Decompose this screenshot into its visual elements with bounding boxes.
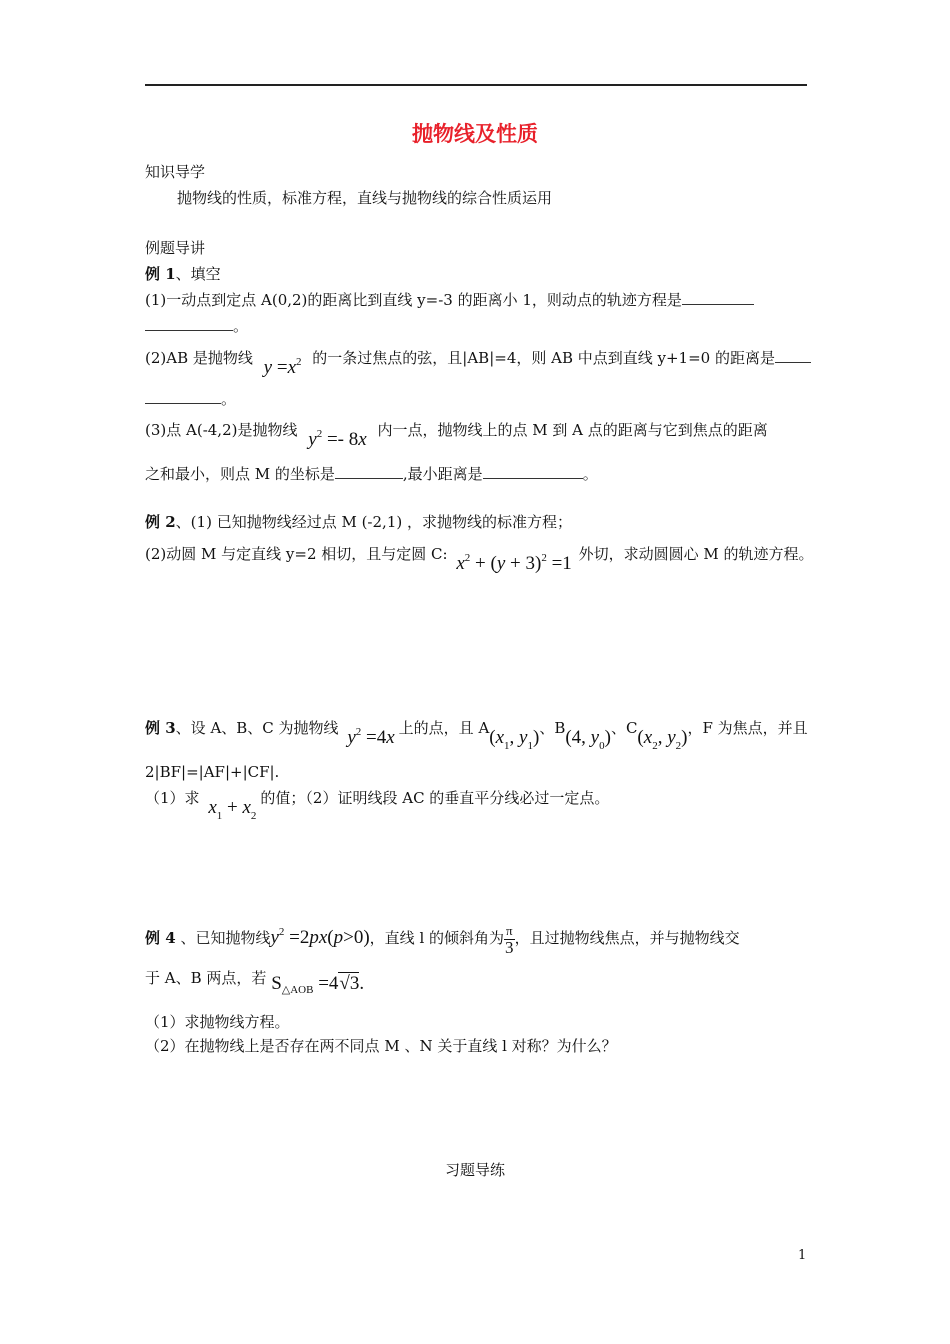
example-4-line1-post: ，且过抛物线焦点，并与抛物线交 bbox=[514, 929, 740, 947]
example-1-q1-cont bbox=[145, 316, 248, 336]
formula-point-c: ($x_2$, $y_2$) bbox=[637, 727, 688, 752]
fraction-pi-over-3 bbox=[504, 923, 515, 956]
example-1-q3-line2-b: ,最小距离是 bbox=[402, 465, 483, 483]
example-3-line3 bbox=[145, 788, 610, 822]
example-3-line1 bbox=[145, 712, 808, 752]
example-4-line2-pre: 于 A、B 两点，若 bbox=[145, 969, 267, 987]
formula-area-aob: $S_{\triangle AOB} =4√3$. bbox=[271, 973, 365, 996]
example-4-label: 例 4 bbox=[145, 929, 176, 947]
example-1-q2-pre: (2)AB 是抛物线 bbox=[145, 349, 253, 367]
formula-point-a: ($x_1$, $y_1$) bbox=[489, 727, 540, 752]
formula-parabola-2px: $y^2 =2px(p>0)$ bbox=[270, 926, 370, 948]
header-rule bbox=[145, 84, 807, 86]
example-1-q3-pre: (3)点 A(-4,2)是抛物线 bbox=[145, 421, 298, 439]
example-1-q2 bbox=[145, 342, 811, 378]
examples-heading: 例题导讲 bbox=[145, 239, 206, 257]
example-2-line2-pre: (2)动圆 M 与定直线 y=2 相切，且与定圆 C: bbox=[145, 545, 448, 563]
formula-circle: $x^2 + (y + 3)^2 =1$ bbox=[456, 552, 572, 574]
example-1-q3-line2-a: 之和最小，则点 M 的坐标是 bbox=[145, 465, 335, 483]
example-1-q1-end: 。 bbox=[233, 317, 249, 335]
example-2-label: 例 2 bbox=[145, 513, 176, 531]
example-4-line1-mid: ，直线 l 的倾斜角为 bbox=[369, 929, 505, 947]
formula-x1-plus-x2: $x_1 + x_2$ bbox=[208, 797, 257, 822]
example-1-label: 例 1 bbox=[145, 265, 176, 283]
example-3-line1-pre: 、设 A、B、C 为抛物线 bbox=[175, 719, 339, 737]
example-4-line4: （2）在抛物线上是否存在两不同点 M 、N 关于直线 l 对称？为什么？ bbox=[145, 1037, 617, 1055]
exercises-heading: 习题导练 bbox=[444, 1161, 505, 1179]
example-1-q1 bbox=[145, 290, 754, 310]
formula-y2-eq-neg8x: $y^2 =- 8x$ bbox=[308, 428, 367, 450]
example-1-q2-cont bbox=[145, 389, 236, 409]
example-1-q3-cont bbox=[145, 464, 598, 484]
page-number: 1 bbox=[798, 1248, 807, 1263]
example-1-q3-end: 。 bbox=[582, 465, 598, 483]
answer-blank bbox=[145, 316, 233, 331]
answer-blank bbox=[483, 464, 583, 479]
fraction-numerator: π bbox=[506, 922, 513, 938]
example-4-line1 bbox=[145, 920, 740, 956]
example-2-line2-post: 外切，求动圆圆心 M 的轨迹方程。 bbox=[578, 545, 814, 563]
example-1-q2-post: 的一条过焦点的弦，且|AB|=4，则 AB 中点到直线 y+1=0 的距离是 bbox=[312, 349, 775, 367]
example-1-q1-text: (1)一动点到定点 A(0,2)的距离比到直线 y=-3 的距离小 1，则动点的轨迹方程是 bbox=[145, 291, 682, 309]
example-3-line1-post: ，F 为焦点，并且 bbox=[687, 719, 808, 737]
formula-point-b: (4, $y_0$) bbox=[565, 727, 611, 752]
example-3-line3-post: 的值；（2）证明线段 AC 的垂直平分线必过一定点。 bbox=[260, 789, 610, 807]
answer-blank bbox=[145, 389, 221, 404]
answer-blank bbox=[335, 464, 403, 479]
formula-y2-eq-4x: $y^2 =4x$ bbox=[347, 726, 395, 748]
fraction-denominator: 3 bbox=[505, 937, 514, 957]
example-1-heading bbox=[145, 264, 221, 284]
example-2-line1 bbox=[145, 512, 572, 532]
example-1-q2-end: 。 bbox=[221, 390, 237, 408]
example-1-title: 、填空 bbox=[175, 265, 221, 283]
formula-y-eq-x2: $y =x^2$ bbox=[263, 356, 302, 378]
page-title: 抛物线及性质 bbox=[412, 122, 538, 146]
example-4-line3: （1）求抛物线方程。 bbox=[145, 1013, 290, 1031]
example-3-sep-b: 、B bbox=[539, 719, 566, 737]
example-4-line2 bbox=[145, 968, 364, 994]
answer-blank bbox=[682, 290, 754, 305]
knowledge-text: 抛物线的性质，标准方程，直线与抛物线的综合性质运用 bbox=[177, 189, 553, 207]
example-1-q3 bbox=[145, 414, 768, 450]
example-3-label: 例 3 bbox=[145, 719, 176, 737]
example-3-line1-mid: 上的点，且 A bbox=[398, 719, 490, 737]
example-3-line2: 2|BF|=|AF|+|CF|. bbox=[145, 763, 280, 781]
example-1-q3-post: 内一点，抛物线上的点 M 到 A 点的距离与它到焦点的距离 bbox=[377, 421, 768, 439]
example-2-text: 、(1) 已知抛物线经过点 M (-2,1) ，求抛物线的标准方程； bbox=[175, 513, 572, 531]
answer-blank bbox=[775, 348, 811, 363]
example-3-sep-c: 、C bbox=[610, 719, 638, 737]
example-3-line3-pre: （1）求 bbox=[145, 789, 200, 807]
knowledge-heading: 知识导学 bbox=[145, 163, 206, 181]
example-4-line1-pre: 、已知抛物线 bbox=[175, 929, 271, 947]
example-2-line2 bbox=[145, 538, 814, 574]
